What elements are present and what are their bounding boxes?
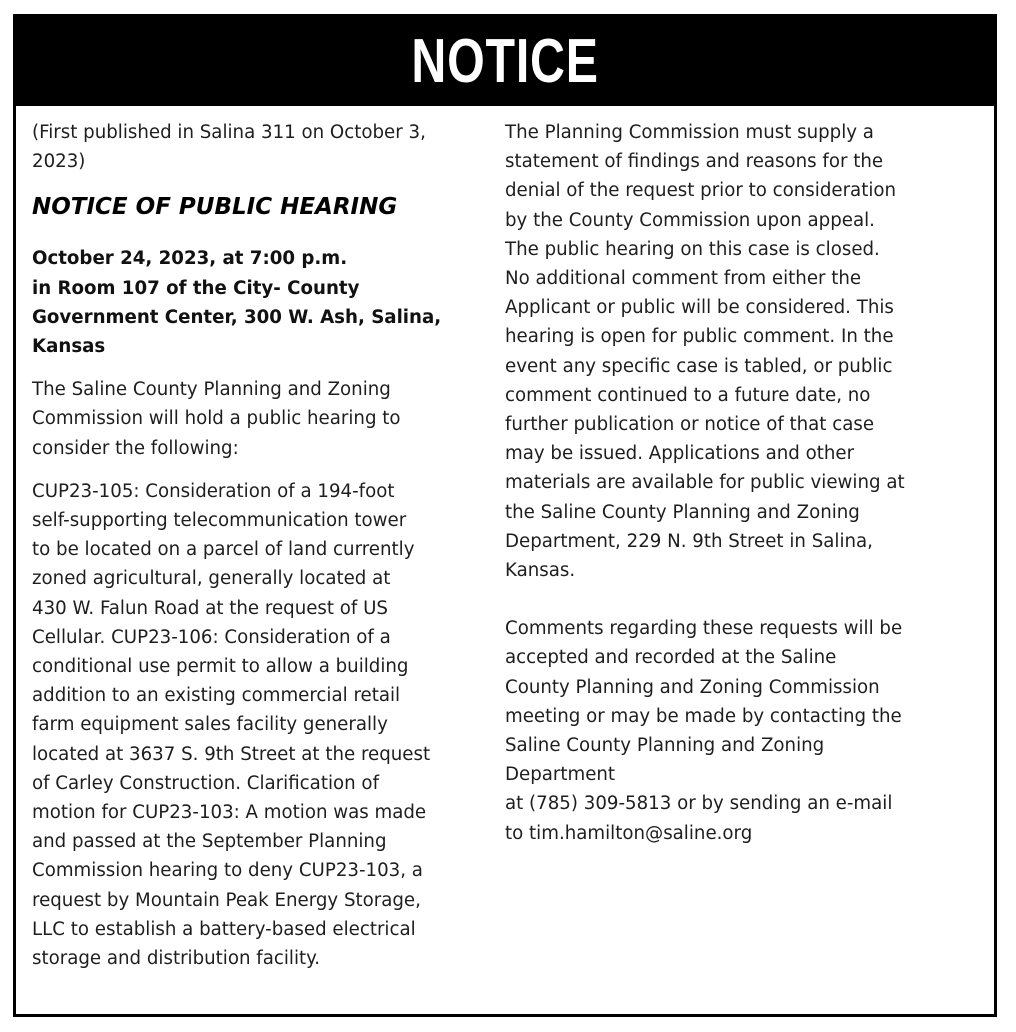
left-column [32,118,472,973]
right-column [505,118,955,848]
findings-paragraph: The Planning Commission must supply a statement of findings and reasons for the denial of the request prior to consideration by the County Commission upon appeal. The public hearing on this case is closed. No additional comment from either the Applicant or public will be considered. This hearing is open for public comment. In the event any specific case is tabled, or public comment continued to a future date, no further publication or notice of that case may be issued. Applications and other materials are available for public viewing at the Saline County Planning and Zoning Department, 229 N. 9th Street in Salina, Kansas. [505,122,905,582]
notice-frame [13,14,997,1017]
hearing-cases: CUP23-105: Consideration of a 194-foot self-supporting telecommunication tower to be located on a parcel of land currently zoned agricultural, generally located at 430 W. Falun Road at the request of US Cellular. CUP23-106: Consideration of a conditional use permit to allow a building addition to an existing commercial retail farm equipment sales facility generally located at 3637 S. 9th Street at the request of Carley Construction. Clarification of motion for CUP23-103: A motion was made and passed at the September Planning Commission hearing to deny CUP23-103, a request by Mountain Peak Energy Storage, LLC to establish a battery-based electrical storage and distribution facility. [32,480,431,970]
contact-email-line[interactable]: to tim.hamilton@saline.org [505,822,753,844]
notice-header [16,17,994,106]
hearing-title: NOTICE OF PUBLIC HEARING [32,194,398,221]
comments-paragraph: Comments regarding these requests will be accepted and recorded at the Saline County Planning and Zoning Commission meeting or may be made by contacting the Saline County Planning and Zoning Department [505,618,903,786]
paragraph-spacer [505,585,955,614]
contact-phone-line: at (785) 309-5813 or by sending an e-mail [505,793,893,815]
publication-note: (First published in Salina 311 on October 3, 2023) [32,122,426,173]
hearing-intro: The Saline County Planning and Zoning Commission will hold a public hearing to consider the following: [32,379,401,459]
notice-title: NOTICE [411,27,599,96]
hearing-date-location: October 24, 2023, at 7:00 p.m. in Room 107 of the City- County Government Center, 300 W. Ash, Salina, Kansas [32,248,442,358]
